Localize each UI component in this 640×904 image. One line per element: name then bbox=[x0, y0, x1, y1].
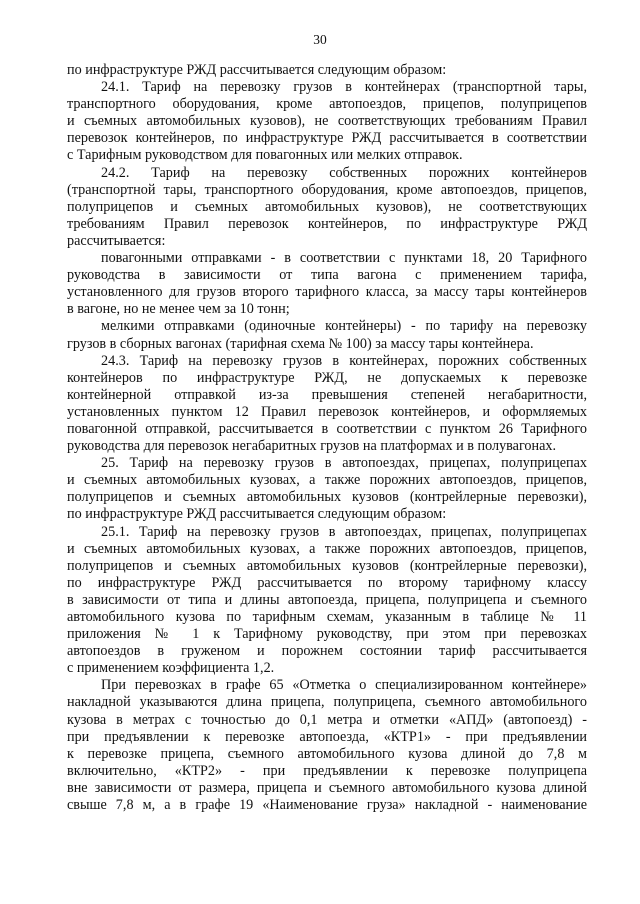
text-line: с Тарифным руководством для повагонных или мелких отправок. bbox=[67, 147, 463, 164]
text-line: по инфраструктуре РЖД рассчитывается следующим образом: bbox=[67, 62, 447, 78]
text-line: повагонными отправками - в соответствии с пунктами 18, 20 Тарифного bbox=[101, 250, 587, 267]
text-line: требованиям Правил перевозок контейнеров, по инфраструктуре РЖД bbox=[67, 215, 587, 232]
text-line: 24.1. Тариф на перевозку грузов в контейнерах (транспортной тары, bbox=[101, 79, 587, 96]
text-line: накладной указываются длина прицепа, полуприцепа, съемного автомобильного bbox=[67, 694, 587, 711]
text-line: установленного для грузов второго тарифного класса, за массу тары контейнеров bbox=[67, 284, 587, 301]
text-line: 24.3. Тариф на перевозку грузов в контейнерах, порожних собственных bbox=[101, 352, 587, 369]
text-line: приложения № 1 к Тарифному руководству, при этом при перевозках bbox=[67, 626, 587, 643]
text-line: и съемных автомобильных кузовах, а также порожних автопоездов, прицепов, bbox=[67, 540, 587, 557]
document-body bbox=[67, 62, 587, 814]
text-line: установленных пунктом 12 Правил перевозок контейнеров, и оформляемых bbox=[67, 403, 587, 420]
text-line: (транспортной тары, транспортного оборудования, кроме автопоездов, прицепов, bbox=[67, 181, 587, 198]
text-line: полуприцепов и съемных автомобильных кузовов (контрейлерные перевозки), bbox=[67, 489, 587, 506]
text-line: мелкими отправками (одиночные контейнеры) - по тарифу на перевозку bbox=[101, 318, 587, 335]
text-line: включительно, «КТР2» - при предъявлении к перевозке полуприцепа bbox=[67, 762, 587, 779]
text-line: перевозок контейнеров, по инфраструктуре РЖД рассчитывается в соответствии bbox=[67, 130, 587, 147]
text-line: и съемных автомобильных кузовах, а также порожних автопоездов, прицепов, bbox=[67, 472, 587, 489]
text-line: в вагоне, но не менее чем за 10 тонн; bbox=[67, 301, 290, 318]
text-line: транспортного оборудования, кроме автопоездов, прицепов, полуприцепов bbox=[67, 96, 587, 113]
text-line: полуприцепов и съемных автомобильных кузовов), не соответствующих bbox=[67, 198, 587, 215]
text-line: руководства в зависимости от типа вагона с применением тарифа, bbox=[67, 267, 587, 284]
text-line: рассчитывается: bbox=[67, 232, 166, 249]
text-line: При перевозках в графе 65 «Отметка о специализированном контейнере» bbox=[101, 677, 587, 694]
text-line: вне зависимости от размера, прицепа и съемного автомобильного кузова длиной bbox=[67, 779, 587, 796]
text-line: полуприцепов и съемных автомобильных кузовов (контрейлерные перевозки), bbox=[67, 557, 587, 574]
text-line: по инфраструктуре РЖД рассчитывается следующим образом: bbox=[67, 506, 447, 523]
text-line: при предъявлении к перевозке автопоезда, «КТР1» - при предъявлении bbox=[67, 728, 587, 745]
text-line: контейнерной отправкой из-за превышения степеней негабаритности, bbox=[67, 386, 587, 403]
text-line: 25.1. Тариф на перевозку грузов в автопоездах, прицепах, полуприцепах bbox=[101, 523, 587, 540]
page-number: 30 bbox=[313, 32, 327, 47]
text-line: автомобильного кузова по тарифным схемам, указанным в таблице № 11 bbox=[67, 609, 587, 625]
text-line: к перевозке прицепа, съемного автомобильного кузова длиной до 7,8 м bbox=[67, 745, 587, 762]
text-line: руководства для перевозок негабаритных грузов на платформах и в полувагонах. bbox=[67, 438, 557, 455]
text-line: и съемных автомобильных кузовов), не соответствующих требованиям Правил bbox=[67, 113, 587, 130]
text-line: свыше 7,8 м, а в графе 19 «Наименование груза» накладной - наименование bbox=[67, 797, 587, 814]
text-line: кузова в метрах с точностью до 0,1 метра и отметки «АПД» (автопоезд) - bbox=[67, 711, 587, 728]
text-line: грузов в сборных вагонах (тарифная схема № 100) за массу тары контейнера. bbox=[67, 335, 534, 352]
text-line: 24.2. Тариф на перевозку собственных порожних контейнеров bbox=[101, 164, 587, 181]
text-line: автопоездов в груженом и порожнем состоянии тариф рассчитывается bbox=[67, 643, 587, 660]
text-line: в зависимости от типа и длины автопоезда, прицепа, полуприцепа и съемного bbox=[67, 591, 587, 608]
text-line: по инфраструктуре РЖД рассчитывается по второму тарифному классу bbox=[67, 574, 587, 591]
text-line: с применением коэффициента 1,2. bbox=[67, 660, 275, 677]
text-line: контейнеров по инфраструктуре РЖД, не допускаемых к перевозке bbox=[67, 369, 587, 386]
text-line: повагонной отправкой, рассчитывается в соответствии с пунктом 26 Тарифного bbox=[67, 420, 587, 437]
text-line: 25. Тариф на перевозку грузов в автопоездах, прицепах, полуприцепах bbox=[101, 455, 587, 472]
